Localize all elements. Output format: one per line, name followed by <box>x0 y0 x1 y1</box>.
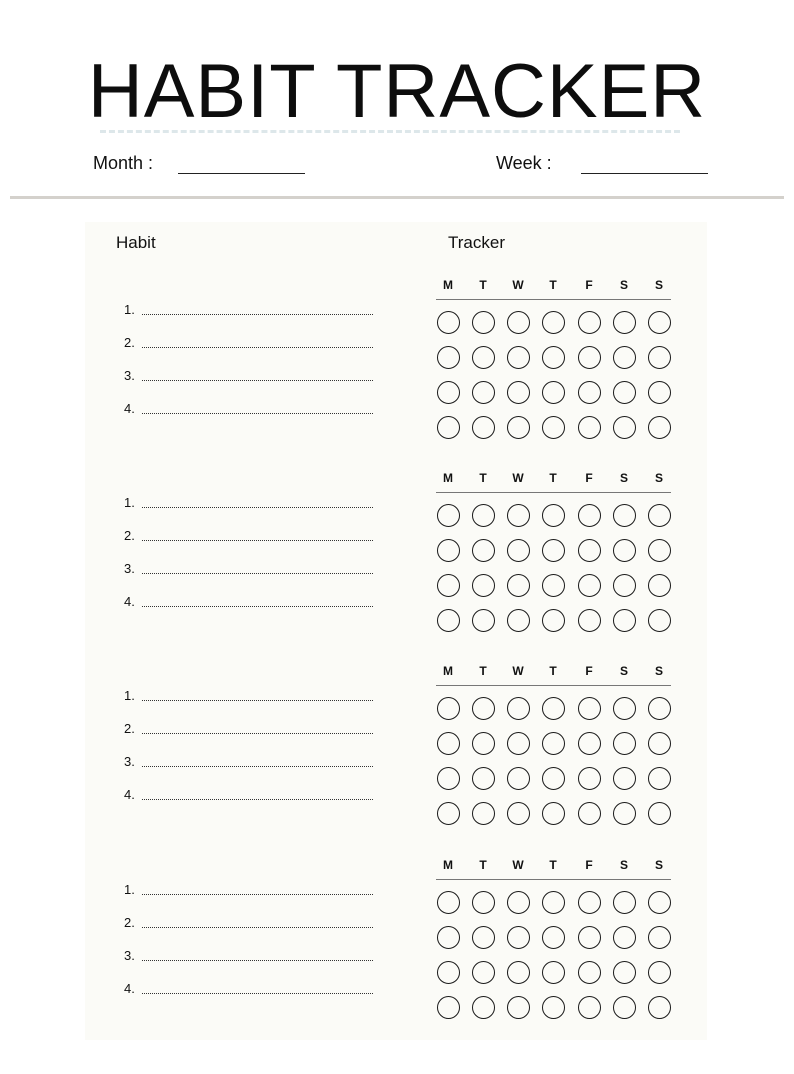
habit-check-circle[interactable] <box>437 574 460 597</box>
habit-check-circle[interactable] <box>613 996 636 1019</box>
habit-check-circle[interactable] <box>648 961 671 984</box>
habit-write-line[interactable] <box>142 606 373 607</box>
habit-check-circle[interactable] <box>472 381 495 404</box>
habit-check-circle[interactable] <box>578 574 601 597</box>
habit-check-circle[interactable] <box>472 891 495 914</box>
day-label: F <box>585 664 593 678</box>
habit-check-circle[interactable] <box>507 891 530 914</box>
habit-check-circle[interactable] <box>542 504 565 527</box>
habit-check-circle[interactable] <box>437 926 460 949</box>
habit-check-circle[interactable] <box>542 802 565 825</box>
habit-number: 3. <box>124 561 135 576</box>
habit-number: 2. <box>124 528 135 543</box>
habit-check-circle[interactable] <box>613 416 636 439</box>
habit-check-circle[interactable] <box>613 961 636 984</box>
day-label: S <box>654 858 663 872</box>
habit-check-circle[interactable] <box>542 311 565 334</box>
habit-check-circle[interactable] <box>613 767 636 790</box>
day-label: S <box>654 664 663 678</box>
habit-check-circle[interactable] <box>542 767 565 790</box>
habit-check-circle[interactable] <box>648 609 671 632</box>
habit-check-circle[interactable] <box>437 891 460 914</box>
habit-check-circle[interactable] <box>472 346 495 369</box>
day-header-rule <box>436 492 671 493</box>
day-header-rule <box>436 299 671 300</box>
habit-check-circle[interactable] <box>613 346 636 369</box>
habit-number: 4. <box>124 981 135 996</box>
day-label: T <box>479 858 487 872</box>
day-label: T <box>549 664 557 678</box>
habit-check-circle[interactable] <box>507 732 530 755</box>
habit-check-circle[interactable] <box>542 961 565 984</box>
day-label: S <box>619 471 628 485</box>
tracker-column-heading: Tracker <box>448 233 505 252</box>
habit-write-line[interactable] <box>142 413 373 414</box>
day-label: M <box>443 471 453 485</box>
habit-check-circle[interactable] <box>437 732 460 755</box>
habit-check-circle[interactable] <box>613 609 636 632</box>
habit-check-circle[interactable] <box>437 609 460 632</box>
habit-check-circle[interactable] <box>578 996 601 1019</box>
day-label: F <box>585 858 593 872</box>
habit-check-circle[interactable] <box>648 311 671 334</box>
habit-check-circle[interactable] <box>472 609 495 632</box>
day-label: M <box>443 858 453 872</box>
title-underline <box>100 130 680 133</box>
habit-check-circle[interactable] <box>507 926 530 949</box>
habit-check-circle[interactable] <box>472 961 495 984</box>
habit-check-circle[interactable] <box>648 539 671 562</box>
tracker-section <box>0 664 794 844</box>
habit-check-circle[interactable] <box>437 802 460 825</box>
habit-check-circle[interactable] <box>542 574 565 597</box>
day-label: M <box>443 664 453 678</box>
week-field[interactable] <box>581 173 708 174</box>
habit-check-circle[interactable] <box>472 311 495 334</box>
page-title: HABIT TRACKER <box>87 49 707 134</box>
tracker-section <box>0 471 794 651</box>
habit-write-line[interactable] <box>142 766 373 767</box>
habit-check-circle[interactable] <box>648 891 671 914</box>
habit-check-circle[interactable] <box>507 697 530 720</box>
day-header-rule <box>436 685 671 686</box>
tracker-section <box>0 278 794 458</box>
day-label: T <box>479 471 487 485</box>
habit-check-circle[interactable] <box>648 574 671 597</box>
habit-check-circle[interactable] <box>578 416 601 439</box>
habit-check-circle[interactable] <box>507 802 530 825</box>
habit-check-circle[interactable] <box>542 891 565 914</box>
habit-check-circle[interactable] <box>578 802 601 825</box>
habit-check-circle[interactable] <box>578 346 601 369</box>
habit-check-circle[interactable] <box>578 609 601 632</box>
habit-check-circle[interactable] <box>613 891 636 914</box>
habit-number: 4. <box>124 787 135 802</box>
day-label: T <box>479 664 487 678</box>
habit-check-circle[interactable] <box>507 574 530 597</box>
habit-check-circle[interactable] <box>542 609 565 632</box>
day-label: S <box>654 471 663 485</box>
habit-number: 2. <box>124 915 135 930</box>
habit-check-circle[interactable] <box>613 539 636 562</box>
habit-column-heading: Habit <box>116 233 156 252</box>
habit-check-circle[interactable] <box>472 767 495 790</box>
habit-check-circle[interactable] <box>437 539 460 562</box>
habit-check-circle[interactable] <box>472 926 495 949</box>
habit-check-circle[interactable] <box>437 346 460 369</box>
habit-check-circle[interactable] <box>507 961 530 984</box>
habit-check-circle[interactable] <box>437 961 460 984</box>
habit-write-line[interactable] <box>142 733 373 734</box>
habit-write-line[interactable] <box>142 507 373 508</box>
day-label: W <box>512 471 524 485</box>
habit-write-line[interactable] <box>142 380 373 381</box>
week-label: Week : <box>496 153 552 173</box>
habit-check-circle[interactable] <box>437 504 460 527</box>
habit-check-circle[interactable] <box>613 381 636 404</box>
month-label: Month : <box>93 153 154 173</box>
habit-check-circle[interactable] <box>578 504 601 527</box>
habit-check-circle[interactable] <box>437 416 460 439</box>
habit-check-circle[interactable] <box>648 346 671 369</box>
habit-write-line[interactable] <box>142 314 373 315</box>
habit-number: 4. <box>124 594 135 609</box>
habit-check-circle[interactable] <box>613 732 636 755</box>
habit-check-circle[interactable] <box>578 697 601 720</box>
habit-write-line[interactable] <box>142 993 373 994</box>
habit-check-circle[interactable] <box>507 381 530 404</box>
habit-write-line[interactable] <box>142 894 373 895</box>
day-header-rule <box>436 879 671 880</box>
habit-number: 1. <box>124 688 135 703</box>
habit-check-circle[interactable] <box>437 381 460 404</box>
habit-check-circle[interactable] <box>613 926 636 949</box>
day-label: F <box>585 278 593 292</box>
habit-check-circle[interactable] <box>648 697 671 720</box>
day-label: T <box>549 278 557 292</box>
day-label: T <box>549 471 557 485</box>
habit-check-circle[interactable] <box>613 802 636 825</box>
habit-number: 2. <box>124 335 135 350</box>
day-label: S <box>619 278 628 292</box>
day-label: T <box>479 278 487 292</box>
habit-check-circle[interactable] <box>648 996 671 1019</box>
habit-check-circle[interactable] <box>578 961 601 984</box>
habit-write-line[interactable] <box>142 960 373 961</box>
habit-check-circle[interactable] <box>437 697 460 720</box>
habit-check-circle[interactable] <box>472 574 495 597</box>
tracker-section <box>0 858 794 1038</box>
habit-number: 2. <box>124 721 135 736</box>
habit-check-circle[interactable] <box>578 767 601 790</box>
habit-check-circle[interactable] <box>542 539 565 562</box>
habit-check-circle[interactable] <box>542 697 565 720</box>
habit-number: 3. <box>124 948 135 963</box>
habit-check-circle[interactable] <box>507 346 530 369</box>
habit-check-circle[interactable] <box>437 996 460 1019</box>
habit-check-circle[interactable] <box>648 416 671 439</box>
habit-check-circle[interactable] <box>507 311 530 334</box>
habit-number: 1. <box>124 495 135 510</box>
habit-check-circle[interactable] <box>437 311 460 334</box>
habit-check-circle[interactable] <box>542 926 565 949</box>
habit-check-circle[interactable] <box>578 539 601 562</box>
habit-check-circle[interactable] <box>472 504 495 527</box>
habit-check-circle[interactable] <box>648 732 671 755</box>
habit-check-circle[interactable] <box>578 891 601 914</box>
habit-number: 4. <box>124 401 135 416</box>
habit-write-line[interactable] <box>142 573 373 574</box>
habit-check-circle[interactable] <box>648 504 671 527</box>
habit-check-circle[interactable] <box>648 381 671 404</box>
habit-check-circle[interactable] <box>542 416 565 439</box>
day-label: W <box>512 858 524 872</box>
habit-check-circle[interactable] <box>472 416 495 439</box>
habit-check-circle[interactable] <box>648 767 671 790</box>
habit-check-circle[interactable] <box>648 926 671 949</box>
habit-check-circle[interactable] <box>578 381 601 404</box>
habit-check-circle[interactable] <box>472 732 495 755</box>
day-label: M <box>443 278 453 292</box>
habit-check-circle[interactable] <box>507 767 530 790</box>
habit-write-line[interactable] <box>142 540 373 541</box>
habit-check-circle[interactable] <box>472 802 495 825</box>
habit-check-circle[interactable] <box>578 311 601 334</box>
habit-check-circle[interactable] <box>578 926 601 949</box>
habit-write-line[interactable] <box>142 799 373 800</box>
habit-number: 1. <box>124 882 135 897</box>
day-label: S <box>654 278 663 292</box>
habit-check-circle[interactable] <box>507 996 530 1019</box>
habit-check-circle[interactable] <box>507 609 530 632</box>
day-label: T <box>549 858 557 872</box>
habit-check-circle[interactable] <box>472 697 495 720</box>
habit-check-circle[interactable] <box>613 697 636 720</box>
habit-write-line[interactable] <box>142 347 373 348</box>
day-label: F <box>585 471 593 485</box>
habit-check-circle[interactable] <box>472 996 495 1019</box>
habit-check-circle[interactable] <box>613 574 636 597</box>
habit-check-circle[interactable] <box>542 996 565 1019</box>
habit-check-circle[interactable] <box>648 802 671 825</box>
habit-check-circle[interactable] <box>437 767 460 790</box>
day-label: W <box>512 278 524 292</box>
habit-check-circle[interactable] <box>507 416 530 439</box>
habit-check-circle[interactable] <box>542 346 565 369</box>
header-divider <box>10 196 784 199</box>
habit-write-line[interactable] <box>142 927 373 928</box>
habit-check-circle[interactable] <box>472 539 495 562</box>
habit-number: 3. <box>124 368 135 383</box>
month-field[interactable] <box>178 173 305 174</box>
habit-check-circle[interactable] <box>578 732 601 755</box>
habit-write-line[interactable] <box>142 700 373 701</box>
habit-check-circle[interactable] <box>507 539 530 562</box>
habit-check-circle[interactable] <box>613 504 636 527</box>
day-label: S <box>619 664 628 678</box>
habit-check-circle[interactable] <box>507 504 530 527</box>
day-label: W <box>512 664 524 678</box>
habit-check-circle[interactable] <box>542 381 565 404</box>
habit-check-circle[interactable] <box>542 732 565 755</box>
habit-check-circle[interactable] <box>613 311 636 334</box>
habit-number: 1. <box>124 302 135 317</box>
habit-number: 3. <box>124 754 135 769</box>
day-label: S <box>619 858 628 872</box>
